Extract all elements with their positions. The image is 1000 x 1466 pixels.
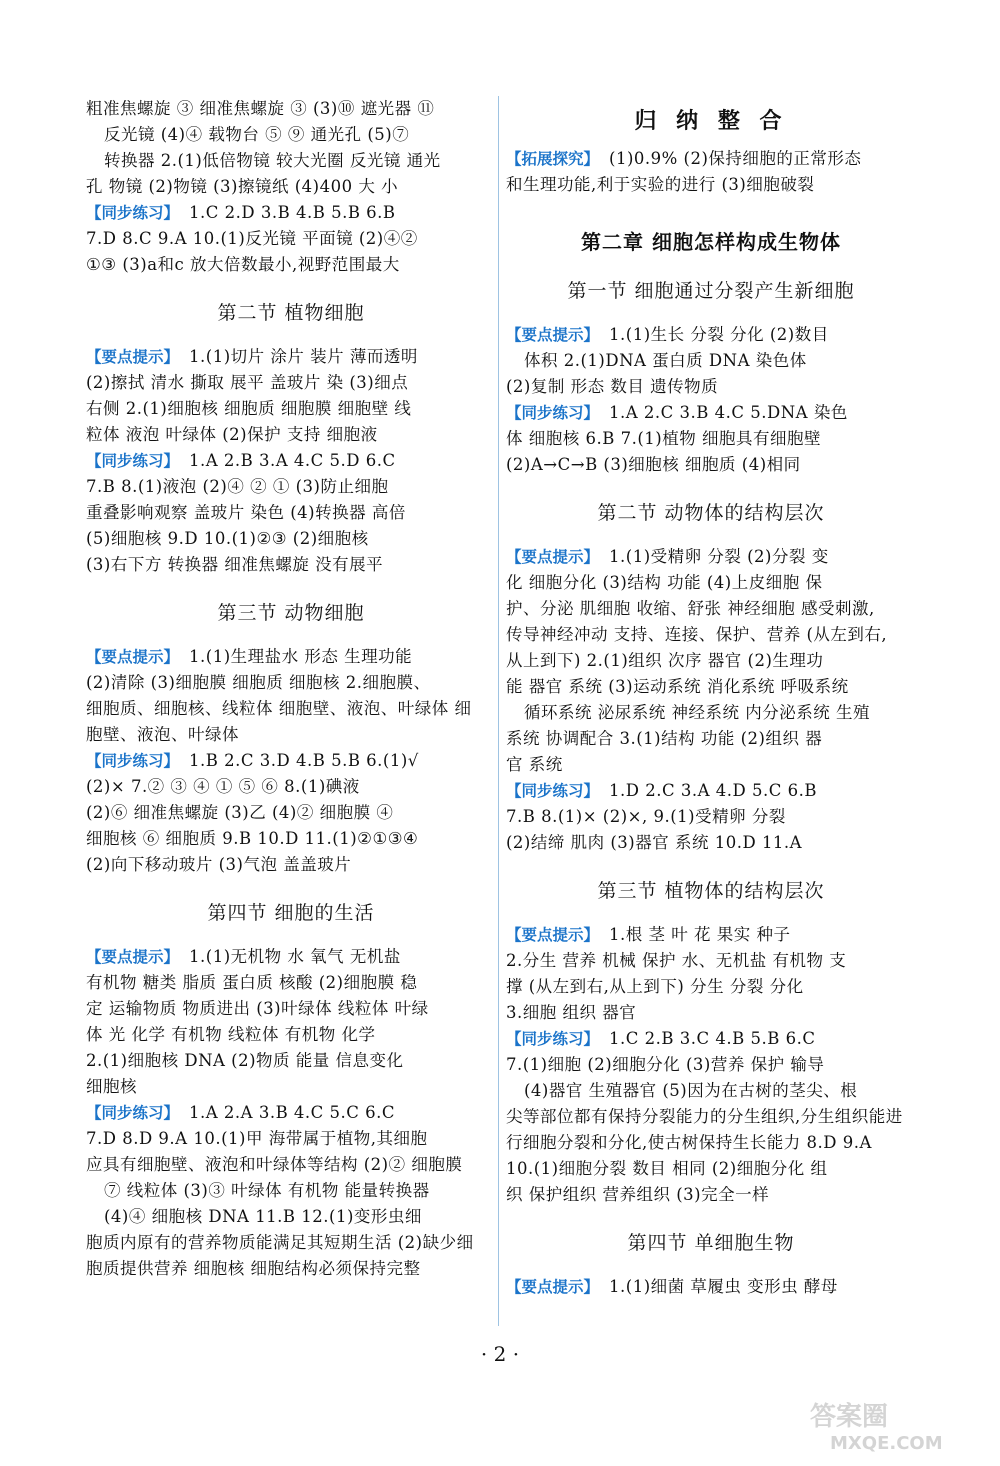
answer-line <box>506 700 916 726</box>
answer-line <box>86 526 496 552</box>
answer-line <box>86 722 496 748</box>
answer-text: 尖等部位都有保持分裂能力的分生组织,分生组织能进 <box>506 1107 903 1126</box>
answer-line <box>506 146 916 172</box>
answer-text: 右侧 2.(1)细胞核 细胞质 细胞膜 细胞壁 线 <box>86 399 412 418</box>
answer-line <box>86 474 496 500</box>
answer-text: 1.A 2.A 3.B 4.C 5.C 6.C <box>189 1103 396 1122</box>
answer-tag: 【要点提示】 <box>506 1278 600 1296</box>
answer-text: 1.(1)无机物 水 氧气 无机盐 <box>189 947 401 966</box>
answer-text: (5)细胞核 9.D 10.(1)②③ (2)细胞核 <box>86 529 369 548</box>
answer-text: (2)清除 (3)细胞膜 细胞质 细胞核 2.细胞膜、 <box>86 673 431 692</box>
answer-line <box>86 944 496 970</box>
answer-text: 体积 2.(1)DNA 蛋白质 DNA 染色体 <box>524 351 807 370</box>
answer-text: 从上到下) 2.(1)组织 次序 器官 (2)生理功 <box>506 651 824 670</box>
answer-text: 7.D 8.C 9.A 10.(1)反光镜 平面镜 (2)④② <box>86 229 418 248</box>
answer-line <box>86 122 496 148</box>
answer-line <box>86 370 496 396</box>
answer-line <box>86 552 496 578</box>
answer-line <box>86 344 496 370</box>
answer-text: 1.B 2.C 3.D 4.B 5.B 6.(1)√ <box>189 751 419 770</box>
answer-tag: 【同步练习】 <box>86 1104 180 1122</box>
answer-text: (4)④ 细胞核 DNA 11.B 12.(1)变形虫细 <box>104 1207 422 1226</box>
answer-line <box>86 826 496 852</box>
answer-line <box>86 1074 496 1100</box>
answer-text: (2)擦拭 清水 撕取 展平 盖玻片 染 (3)细点 <box>86 373 409 392</box>
answer-line <box>506 452 916 478</box>
answer-text: (2)A→C→B (3)细胞核 细胞质 (4)相同 <box>506 455 801 474</box>
answer-text: 反光镜 (4)④ 载物台 ⑤ ⑨ 通光孔 (5)⑦ <box>104 125 410 144</box>
answer-line <box>506 726 916 752</box>
answer-text: 能 器官 系统 (3)运动系统 消化系统 呼吸系统 <box>506 677 849 696</box>
answer-text: 粗准焦螺旋 ③ 细准焦螺旋 ③ (3)⑩ 遮光器 ⑪ <box>86 99 435 118</box>
answer-line <box>86 96 496 122</box>
answer-line <box>86 996 496 1022</box>
answer-text: 1.(1)生理盐水 形态 生理功能 <box>189 647 413 666</box>
answer-text: 7.D 8.D 9.A 10.(1)甲 海带属于植物,其细胞 <box>86 1129 428 1148</box>
svg-text:答案圈: 答案圈 <box>810 1402 889 1432</box>
answer-line <box>86 1256 496 1282</box>
answer-tag: 【要点提示】 <box>506 326 600 344</box>
section-title: 第四节 单细胞生物 <box>627 1232 795 1254</box>
answer-tag: 【同步练习】 <box>506 1030 600 1048</box>
answer-tag: 【要点提示】 <box>86 948 180 966</box>
section-title: 第三节 植物体的结构层次 <box>597 880 825 902</box>
answer-line <box>506 830 916 856</box>
answer-text: (3)右下方 转换器 细准焦螺旋 没有展平 <box>86 555 384 574</box>
answer-line <box>506 974 916 1000</box>
answer-text: 护、分泌 肌细胞 收缩、舒张 神经细胞 感受刺激, <box>506 599 875 618</box>
answer-tag: 【要点提示】 <box>86 648 180 666</box>
answer-text: 织 保护组织 营养组织 (3)完全一样 <box>506 1185 770 1204</box>
answer-text: 细胞质、细胞核、线粒体 细胞壁、液泡、叶绿体 细 <box>86 699 472 718</box>
answer-text: 和生理功能,利于实验的进行 (3)细胞破裂 <box>506 175 815 194</box>
answer-text: 胞质内原有的营养物质能满足其短期生活 (2)缺少细 <box>86 1233 474 1252</box>
answer-line <box>506 1052 916 1078</box>
section-title: 第三节 动物细胞 <box>217 602 365 624</box>
answer-line <box>506 1000 916 1026</box>
answer-text: 1.D 2.C 3.A 4.D 5.C 6.B <box>609 781 817 800</box>
answer-text: (1)0.9% (2)保持细胞的正常形态 <box>609 149 862 168</box>
answer-text: 行细胞分裂和分化,使古树保持生长能力 8.D 9.A <box>506 1133 872 1152</box>
answer-line <box>506 622 916 648</box>
answer-line <box>86 252 496 278</box>
answer-tag: 【同步练习】 <box>506 782 600 800</box>
answer-line <box>86 970 496 996</box>
answer-text: ①③ (3)a和c 放大倍数最小,视野范围最大 <box>86 255 400 274</box>
answer-text: 胞壁、液泡、叶绿体 <box>86 725 239 744</box>
answer-text: 孔 物镜 (2)物镜 (3)擦镜纸 (4)400 大 小 <box>86 177 399 196</box>
answer-line <box>86 1126 496 1152</box>
answer-line <box>506 948 916 974</box>
answer-text: 1.根 茎 叶 花 果实 种子 <box>609 925 791 944</box>
answer-text: 1.(1)受精卵 分裂 (2)分裂 变 <box>609 547 829 566</box>
answer-line <box>506 1104 916 1130</box>
watermark-logo <box>800 1395 980 1455</box>
answer-text: 10.(1)细胞分裂 数目 相同 (2)细胞分化 组 <box>506 1159 828 1178</box>
answer-tag: 【要点提示】 <box>86 348 180 366</box>
answer-line <box>86 852 496 878</box>
answer-line <box>86 774 496 800</box>
answer-text: 化 细胞分化 (3)结构 功能 (4)上皮细胞 保 <box>506 573 823 592</box>
answer-text: 有机物 糖类 脂质 蛋白质 核酸 (2)细胞膜 稳 <box>86 973 418 992</box>
answer-line <box>506 322 916 348</box>
section-title: 第二节 动物体的结构层次 <box>597 502 825 524</box>
answer-line <box>86 1230 496 1256</box>
answer-line <box>86 200 496 226</box>
answer-line <box>506 1156 916 1182</box>
answer-text: (2)× 7.② ③ ④ ① ⑤ ⑥ 8.(1)碘液 <box>86 777 360 796</box>
answer-line <box>86 500 496 526</box>
answer-text: 系统 协调配合 3.(1)结构 功能 (2)组织 器 <box>506 729 823 748</box>
summary-title: 归 纳 整 合 <box>634 108 788 134</box>
answer-text: 1.A 2.B 3.A 4.C 5.D 6.C <box>189 451 396 470</box>
answer-line <box>86 696 496 722</box>
answer-text: 1.C 2.D 3.B 4.B 5.B 6.B <box>189 203 396 222</box>
answer-line <box>506 648 916 674</box>
answer-text: 体 细胞核 6.B 7.(1)植物 细胞具有细胞壁 <box>506 429 821 448</box>
answer-line <box>506 1026 916 1052</box>
answer-text: 重叠影响观察 盖玻片 染色 (4)转换器 高倍 <box>86 503 406 522</box>
answer-text: 传导神经冲动 支持、连接、保护、营养 (从左到右, <box>506 625 888 644</box>
answer-text: 1.A 2.C 3.B 4.C 5.DNA 染色 <box>609 403 848 422</box>
answer-text: 撑 (从左到右,从上到下) 分生 分裂 分化 <box>506 977 804 996</box>
answer-text: 1.(1)切片 涂片 装片 薄而透明 <box>189 347 418 366</box>
right-column <box>506 96 916 1300</box>
answer-line <box>86 1152 496 1178</box>
answer-line <box>506 778 916 804</box>
answer-tag: 【要点提示】 <box>506 926 600 944</box>
section-title: 第一节 细胞通过分裂产生新细胞 <box>567 280 855 302</box>
answer-tag: 【同步练习】 <box>86 752 180 770</box>
answer-text: 1.C 2.B 3.C 4.B 5.B 6.C <box>609 1029 816 1048</box>
answer-line <box>86 670 496 696</box>
answer-text: (2)⑥ 细准焦螺旋 (3)乙 (4)② 细胞膜 ④ <box>86 803 394 822</box>
answer-line <box>506 596 916 622</box>
answer-text: (4)器官 生殖器官 (5)因为在古树的茎尖、根 <box>524 1081 858 1100</box>
answer-text: (2)结缔 肌肉 (3)器官 系统 10.D 11.A <box>506 833 803 852</box>
answer-line <box>506 1182 916 1208</box>
answer-line <box>506 922 916 948</box>
answer-line <box>506 374 916 400</box>
answer-text: (2)向下移动玻片 (3)气泡 盖盖玻片 <box>86 855 352 874</box>
answer-line <box>506 544 916 570</box>
answer-text: 循环系统 泌尿系统 神经系统 内分泌系统 生殖 <box>524 703 870 722</box>
answer-tag: 【同步练习】 <box>86 204 180 222</box>
answer-text: 3.细胞 组织 器官 <box>506 1003 637 1022</box>
answer-text: ⑦ 线粒体 (3)③ 叶绿体 有机物 能量转换器 <box>104 1181 430 1200</box>
answer-text: 1.(1)细菌 草履虫 变形虫 酵母 <box>609 1277 838 1296</box>
answer-line <box>506 1274 916 1300</box>
answer-text: 粒体 液泡 叶绿体 (2)保护 支持 细胞液 <box>86 425 378 444</box>
answer-tag: 【要点提示】 <box>506 548 600 566</box>
answer-text: 体 光 化学 有机物 线粒体 有机物 化学 <box>86 1025 376 1044</box>
answer-line <box>86 174 496 200</box>
answer-line <box>506 1078 916 1104</box>
svg-text:MXQE.COM: MXQE.COM <box>830 1433 943 1454</box>
answer-line <box>506 426 916 452</box>
answer-tag: 【同步练习】 <box>86 452 180 470</box>
column-divider <box>498 96 499 1326</box>
page-number: · 2 · <box>480 1342 520 1366</box>
answer-text: 官 系统 <box>506 755 563 774</box>
answer-line <box>86 448 496 474</box>
answer-text: 2.(1)细胞核 DNA (2)物质 能量 信息变化 <box>86 1051 404 1070</box>
answer-line <box>506 1130 916 1156</box>
answer-line <box>506 570 916 596</box>
answer-line <box>506 172 916 198</box>
answer-line <box>86 1178 496 1204</box>
answer-line <box>506 674 916 700</box>
answer-tag: 【同步练习】 <box>506 404 600 422</box>
answer-line <box>506 348 916 374</box>
answer-line <box>86 1100 496 1126</box>
answer-text: 7.(1)细胞 (2)细胞分化 (3)营养 保护 输导 <box>506 1055 825 1074</box>
answer-text: 细胞核 <box>86 1077 137 1096</box>
answer-line <box>86 644 496 670</box>
answer-text: (2)复制 形态 数目 遗传物质 <box>506 377 719 396</box>
answer-line <box>86 748 496 774</box>
answer-text: 7.B 8.(1)液泡 (2)④ ② ① (3)防止细胞 <box>86 477 389 496</box>
answer-text: 应具有细胞壁、液泡和叶绿体等结构 (2)② 细胞膜 <box>86 1155 463 1174</box>
answer-text: 7.B 8.(1)× (2)×, 9.(1)受精卵 分裂 <box>506 807 786 826</box>
answer-text: 1.(1)生长 分裂 分化 (2)数目 <box>609 325 829 344</box>
answer-text: 细胞核 ⑥ 细胞质 9.B 10.D 11.(1)②①③④ <box>86 829 419 848</box>
chapter-title: 第二章 细胞怎样构成生物体 <box>581 230 841 254</box>
answer-line <box>506 400 916 426</box>
answer-text: 2.分生 营养 机械 保护 水、无机盐 有机物 支 <box>506 951 847 970</box>
answer-line <box>86 148 496 174</box>
answer-line <box>506 752 916 778</box>
answer-line <box>86 422 496 448</box>
answer-text: 胞质提供营养 细胞核 细胞结构必须保持完整 <box>86 1259 421 1278</box>
answer-text: 定 运输物质 物质进出 (3)叶绿体 线粒体 叶绿 <box>86 999 429 1018</box>
answer-line <box>506 804 916 830</box>
section-title: 第二节 植物细胞 <box>217 302 365 324</box>
answer-line <box>86 396 496 422</box>
answer-line <box>86 1022 496 1048</box>
answer-text: 转换器 2.(1)低倍物镜 较大光圈 反光镜 通光 <box>104 151 441 170</box>
answer-tag: 【拓展探究】 <box>506 150 600 168</box>
answer-line <box>86 226 496 252</box>
left-column <box>86 96 496 1282</box>
answer-line <box>86 800 496 826</box>
section-title: 第四节 细胞的生活 <box>207 902 375 924</box>
answer-line <box>86 1048 496 1074</box>
answer-line <box>86 1204 496 1230</box>
